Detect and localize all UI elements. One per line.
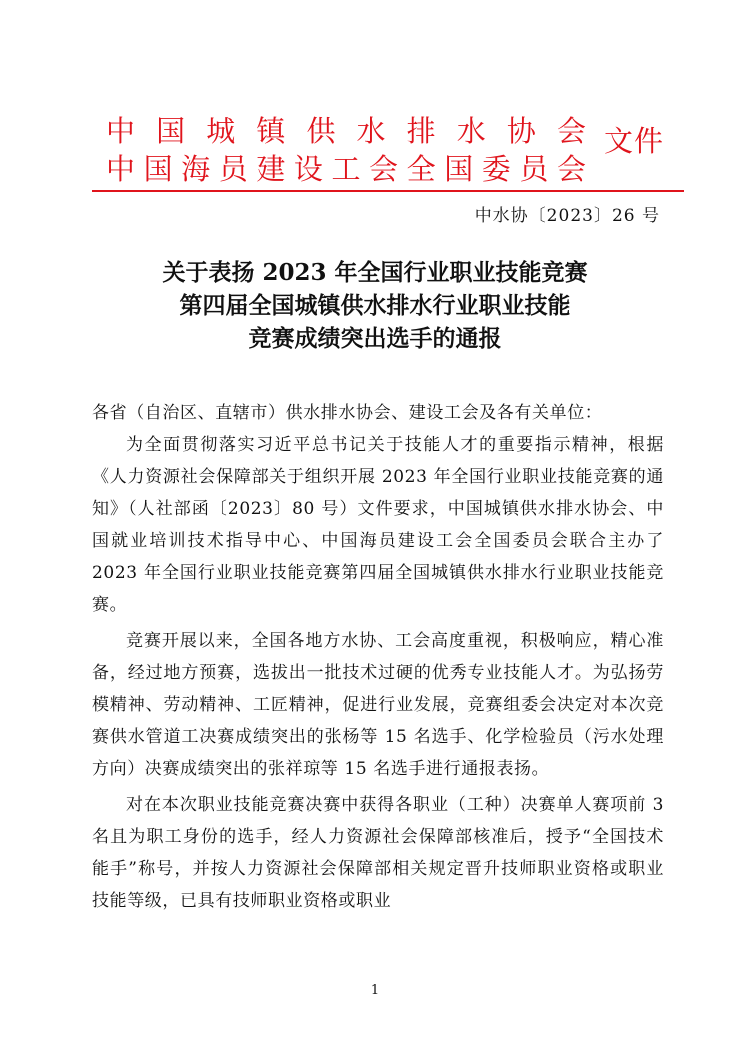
title-line-1: 关于表扬 2023 年全国行业职业技能竞赛 xyxy=(162,259,588,286)
paragraph: 对在本次职业技能竞赛决赛中获得各职业（工种）决赛单人赛项前 3 名且为职工身份的选手，经人力资源社会保障部核准后，授予“全国技术能手”称号，并按人力资源社会保障部相关规定晋升技师职业资格或职业技能等级，已具有技师职业资格或职业 xyxy=(92,795,664,911)
org-name-character: 会 xyxy=(556,114,586,148)
title-line-3: 竞赛成绩突出选手的通报 xyxy=(248,325,502,352)
paragraph: 竞赛开展以来，全国各地方水协、工会高度重视，积极响应，精心准备，经过地方预赛，选拔出一批技术过硬的优秀专业技能人才。为弘扬劳模精神、劳动精神、工匠精神，促进行业发展，竞赛组委会决定对本次竞赛供水管道工决赛成绩突出的张杨等 15 名选手、化学检验员（污水处理方向）决赛成绩突出的张祥琼等 15 名选手进行通报表扬。 xyxy=(92,631,664,779)
org-name-character: 镇 xyxy=(256,114,286,148)
org-name-character: 城 xyxy=(206,114,236,148)
org-name-character: 员 xyxy=(519,152,549,186)
paragraph: 为全面贯彻落实习近平总书记关于技能人才的重要指示精神，根据《人力资源社会保障部关于组织开展 2023 年全国行业职业技能竞赛的通知》（人社部函〔2023〕80 号）文件要求，中国城镇供水排水协会、中国就业培训技术指导中心、中国海员建设工会全国委员会联合主办了 2023 年全国行业职业技能竞赛第四届全国城镇供水排水行业职业技能竞赛。 xyxy=(92,435,664,615)
org-name-character: 供 xyxy=(306,114,336,148)
org-name-character: 中 xyxy=(106,114,136,148)
org-name-character: 员 xyxy=(218,152,248,186)
org-name-character: 协 xyxy=(506,114,536,148)
org-name-character: 会 xyxy=(369,152,399,186)
document-number: 中水协〔2023〕26 号 xyxy=(474,206,660,226)
org-name-character: 国 xyxy=(156,114,186,148)
org-name-character: 委 xyxy=(481,152,511,186)
org-name-character: 水 xyxy=(456,114,486,148)
document-title xyxy=(60,256,690,355)
red-header-divider xyxy=(92,190,684,192)
org-name-character: 建 xyxy=(256,152,286,186)
org-name-character: 工 xyxy=(331,152,361,186)
org-name-character: 排 xyxy=(406,114,436,148)
salutation: 各省（自治区、直辖市）供水排水协会、建设工会及各有关单位： xyxy=(92,403,603,423)
org-name-character: 水 xyxy=(356,114,386,148)
org-name-water-association xyxy=(106,112,586,150)
org-name-character: 国 xyxy=(143,152,173,186)
page-number: 1 xyxy=(370,983,380,998)
org-name-character: 海 xyxy=(181,152,211,186)
org-name-character: 设 xyxy=(293,152,323,186)
document-suffix: 文件 xyxy=(604,124,665,158)
org-name-seamen-construction-union xyxy=(106,150,586,188)
org-name-character: 全 xyxy=(406,152,436,186)
title-line-2: 第四届全国城镇供水排水行业职业技能 xyxy=(179,292,571,319)
org-name-character: 国 xyxy=(444,152,474,186)
org-name-character: 中 xyxy=(106,152,136,186)
org-name-character: 会 xyxy=(556,152,586,186)
document-body xyxy=(92,397,664,917)
issuing-organizations xyxy=(106,112,586,188)
